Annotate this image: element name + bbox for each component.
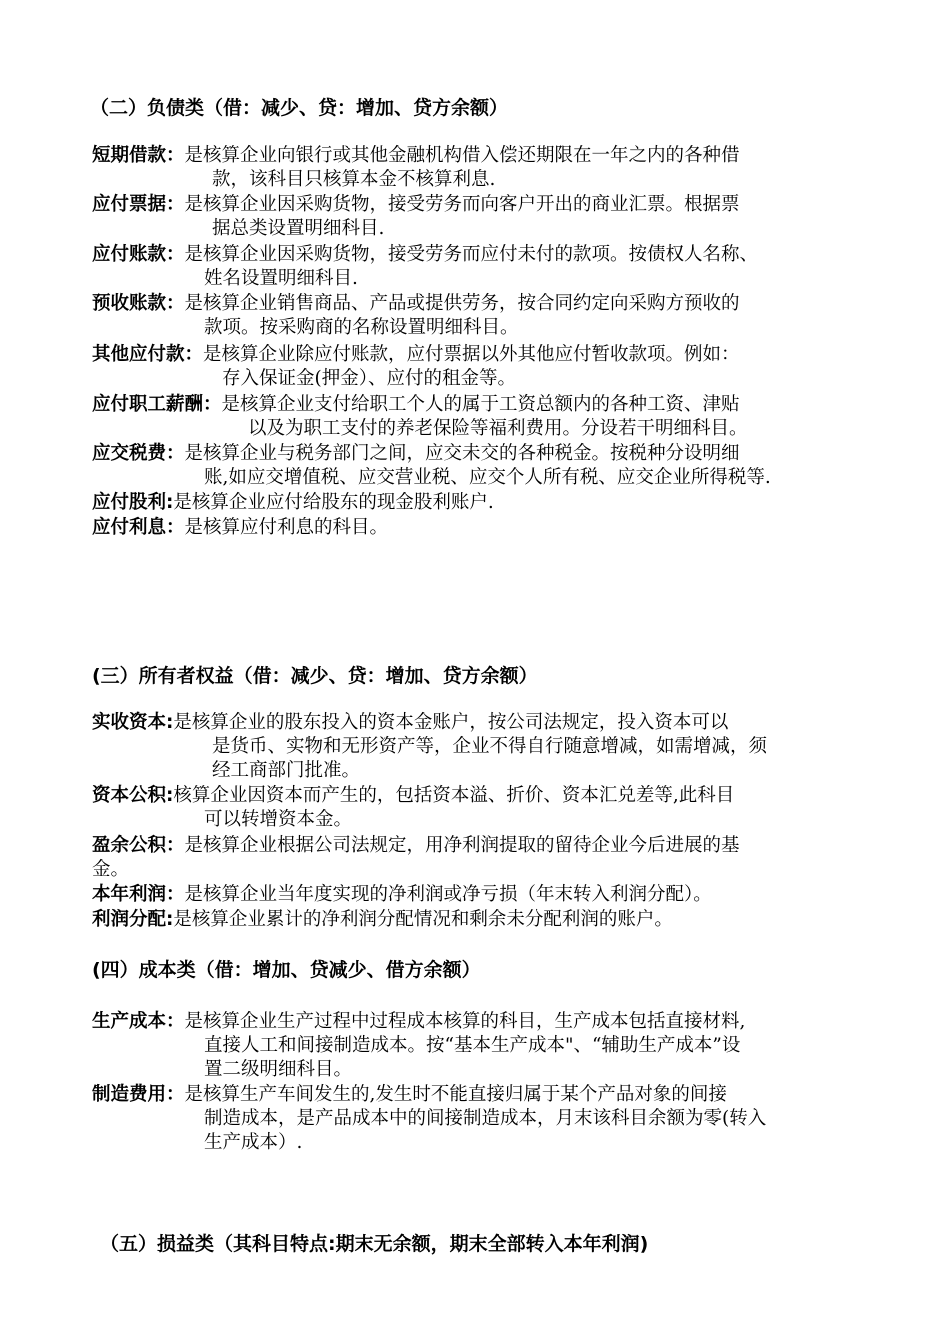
entry-first-line <box>92 343 740 367</box>
entry-continuation: 据总类设置明细科目. <box>212 218 385 239</box>
section-heading: (三）所有者权益（借：减少、贷：增加、贷方余额） <box>92 665 538 687</box>
entry-first-line <box>92 144 740 168</box>
entry-term: 应付股利: <box>92 492 174 513</box>
entry-term: 制造费用： <box>92 1084 185 1105</box>
entry-continuation: 姓名设置明细科目. <box>204 268 358 289</box>
entry-text: 是核算企业当年度实现的净利润或净亏损（年末转入利润分配）。 <box>184 884 712 905</box>
entry-text: 是核算生产车间发生的,发生时不能直接归属于某个产品对象的间接 <box>184 1084 727 1105</box>
entry-continuation: 是货币、实物和无形资产等，企业不得自行随意增减，如需增减，须 <box>212 736 768 757</box>
entry-text: 是核算企业除应付账款，应付票据以外其他应付暂收款项。例如： <box>203 344 740 365</box>
entry-continuation: 可以转增资本金。 <box>204 809 353 830</box>
entry-term: 应付职工薪酬： <box>92 394 222 415</box>
entry-term: 应付账款： <box>92 244 185 265</box>
entry-continuation: 经工商部门批准。 <box>212 760 361 781</box>
entry-continuation: 直接人工和间接制造成本。按“基本生产成本"、“辅助生产成本”设 <box>204 1035 741 1056</box>
entry-text: 是核算企业与税务部门之间，应交未交的各种税金。按税种分设明细 <box>184 443 740 464</box>
entry-text: 是核算企业因采购货物，接受劳务而向客户开出的商业汇票。根据票 <box>184 194 740 215</box>
entry-first-line <box>92 491 494 515</box>
entry-first-line <box>92 442 740 466</box>
entry-continuation: 账,如应交增值税、应交营业税、应交个人所有税、应交企业所得税等. <box>204 467 771 488</box>
entry-term: 短期借款： <box>92 145 185 166</box>
section-heading: (四）成本类（借：增加、贷减少、借方余额） <box>92 959 481 981</box>
entry-text: 是核算企业因采购货物，接受劳务而应付未付的款项。按债权人名称、 <box>184 244 759 265</box>
entry-term: 其他应付款： <box>92 344 204 365</box>
entry-first-line <box>92 516 388 540</box>
entry-term: 资本公积: <box>92 785 174 806</box>
entry-text: 是核算企业销售商品、产品或提供劳务，按合同约定向采购方预收的 <box>184 293 740 314</box>
entry-term: 盈余公积： <box>92 835 185 856</box>
entry-term: 预收账款： <box>92 293 185 314</box>
entry-term: 实收资本: <box>92 712 174 733</box>
entry-text: 是核算企业累计的净利润分配情况和剩余未分配利润的账户。 <box>173 909 673 930</box>
entry-first-line <box>92 711 728 735</box>
entry-continuation: 存入保证金(押金）、应付的租金等。 <box>222 368 516 389</box>
entry-text: 是核算企业应付给股东的现金股利账户. <box>173 492 494 513</box>
entry-first-line <box>92 1010 745 1034</box>
entry-term: 本年利润： <box>92 884 185 905</box>
entry-term: 应交税费： <box>92 443 185 464</box>
entry-first-line <box>92 292 740 316</box>
section-heading: （二）负债类（借：减少、贷：增加、贷方余额） <box>90 97 509 119</box>
entry-first-line <box>92 243 758 267</box>
entry-first-line <box>92 393 740 417</box>
entry-continuation: 以及为职工支付的养老保险等福利费用。分设若干明细科目。 <box>248 418 748 439</box>
entry-continuation: 款，该科目只核算本金不核算利息. <box>212 169 496 190</box>
entry-text: 是核算企业支付给职工个人的属于工资总额内的各种工资、津贴 <box>221 394 740 415</box>
entry-first-line <box>92 784 734 808</box>
entry-continuation: 置二级明细科目。 <box>204 1059 353 1080</box>
entry-continuation: 款项。按采购商的名称设置明细科目。 <box>204 317 519 338</box>
entry-term: 利润分配: <box>92 909 174 930</box>
entry-first-line <box>92 834 740 858</box>
entry-text: 是核算企业的股东投入的资本金账户，按公司法规定，投入资本可以 <box>173 712 729 733</box>
entry-continuation: 金。 <box>92 859 130 880</box>
entry-first-line <box>92 908 673 932</box>
entry-text: 是核算企业根据公司法规定，用净利润提取的留待企业今后进展的基 <box>184 835 740 856</box>
entry-text: 是核算企业生产过程中过程成本核算的科目，生产成本包括直接材料, <box>184 1011 746 1032</box>
entry-text: 核算企业因资本而产生的，包括资本溢、折价、资本汇兑差等,此科目 <box>173 785 735 806</box>
entry-continuation: 制造成本，是产品成本中的间接制造成本，月末该科目余额为零(转入 <box>204 1108 767 1129</box>
entry-text: 是核算应付利息的科目。 <box>184 517 389 538</box>
entry-term: 生产成本： <box>92 1011 185 1032</box>
entry-term: 应付票据： <box>92 194 185 215</box>
section-heading: （五）损益类（其科目特点:期末无余额，期末全部转入本年利润) <box>100 1233 649 1255</box>
entry-first-line <box>92 883 712 907</box>
entry-continuation: 生产成本）. <box>204 1132 303 1153</box>
entry-term: 应付利息： <box>92 517 185 538</box>
entry-first-line <box>92 1083 727 1107</box>
entry-text: 是核算企业向银行或其他金融机构借入偿还期限在一年之内的各种借 <box>184 145 740 166</box>
entry-first-line <box>92 193 740 217</box>
